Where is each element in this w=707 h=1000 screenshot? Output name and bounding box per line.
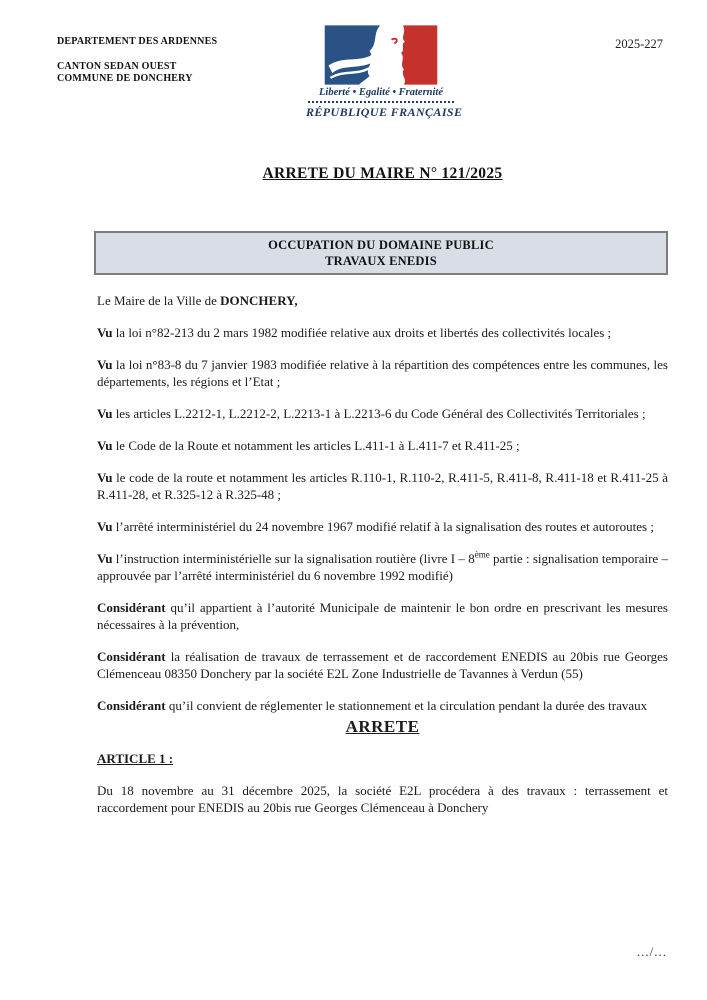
vu-clause: Vu le code de la route et notamment les articles R.110-1, R.110-2, R.411-5, R.411-8, R.411-18 et R.411-25 à R.411-28, et R.325-12 à R.325-48 ; [97, 470, 668, 502]
article-1-heading: ARTICLE 1 : [97, 751, 174, 766]
marianne-flag-icon [319, 25, 443, 85]
republique-francaise-logo [306, 25, 463, 120]
logo-dotted-separator [308, 101, 454, 103]
page-continuation-mark: .../... [636, 944, 667, 959]
vu-clause: Vu la loi n°83-8 du 7 janvier 1983 modifiée relative à la répartition des compétences entre les communes, les départements, les régions et l’Etat ; [97, 357, 668, 389]
canton-label: CANTON SEDAN OUEST [57, 61, 177, 72]
intro-paragraph [97, 292, 668, 309]
header-administrative-block [57, 36, 217, 85]
vu-clause: Vu les articles L.2212-1, L.2212-2, L.2213-1 à L.2213-6 du Code Général des Collectivités Territoriales ; [97, 406, 646, 421]
vu-clause: Vu l’arrêté interministériel du 24 novembre 1967 modifié relatif à la signalisation des routes et autoroutes ; [97, 519, 654, 534]
arrete-heading: ARRETE [345, 717, 420, 736]
decree-title: ARRETE DU MAIRE N° 121/2025 [262, 165, 503, 182]
department-label: DEPARTEMENT DES ARDENNES [57, 36, 218, 47]
subject-box [94, 231, 668, 275]
article-1-text: Du 18 novembre au 31 décembre 2025, la société E2L procédera à des travaux : terrassement et raccordement pour ENEDIS au 20bis rue Georges Clémenceau à Donchery [97, 783, 668, 815]
registry-number: 2025-227 [615, 37, 663, 51]
commune-label: COMMUNE DE DONCHERY [57, 73, 193, 84]
vu-clause: Vu le Code de la Route et notamment les articles L.411-1 à L.411-7 et R.411-25 ; [97, 438, 520, 453]
superscript-eme: ème [474, 549, 490, 560]
subject-line-2: TRAVAUX ENEDIS [325, 254, 437, 268]
intro-prefix: Le Maire de la Ville de [97, 293, 221, 308]
vu-clause: Vu la loi n°82-213 du 2 mars 1982 modifiée relative aux droits et libertés des collectivités locales ; [97, 325, 612, 340]
vu-clause: Vu l’instruction interministérielle sur la signalisation routière (livre I – 8ème partie : signalisation temporaire – approuvée par l’arrêté interministériel du 6 novembre 1992 modifié) [97, 549, 668, 583]
considerant-clause: Considérant la réalisation de travaux de terrassement et de raccordement ENEDIS au 20bis rue Georges Clémenceau 08350 Donchery par la société E2L Zone Industrielle de Tavannes à Verdun (55) [97, 649, 668, 681]
logo-motto: Liberté • Egalité • Fraternité [318, 87, 443, 98]
decree-body [97, 292, 668, 831]
considerant-clause: Considérant qu’il appartient à l’autorité Municipale de maintenir le bon ordre en prescrivant les mesures nécessaires à la prévention, [97, 600, 668, 632]
considerant-clause: Considérant qu’il convient de réglementer le stationnement et la circulation pendant la durée des travaux [97, 698, 648, 713]
subject-line-1: OCCUPATION DU DOMAINE PUBLIC [268, 238, 494, 252]
logo-republic-label: RÉPUBLIQUE FRANÇAISE [306, 105, 463, 119]
intro-commune-bold: DONCHERY, [220, 293, 298, 308]
